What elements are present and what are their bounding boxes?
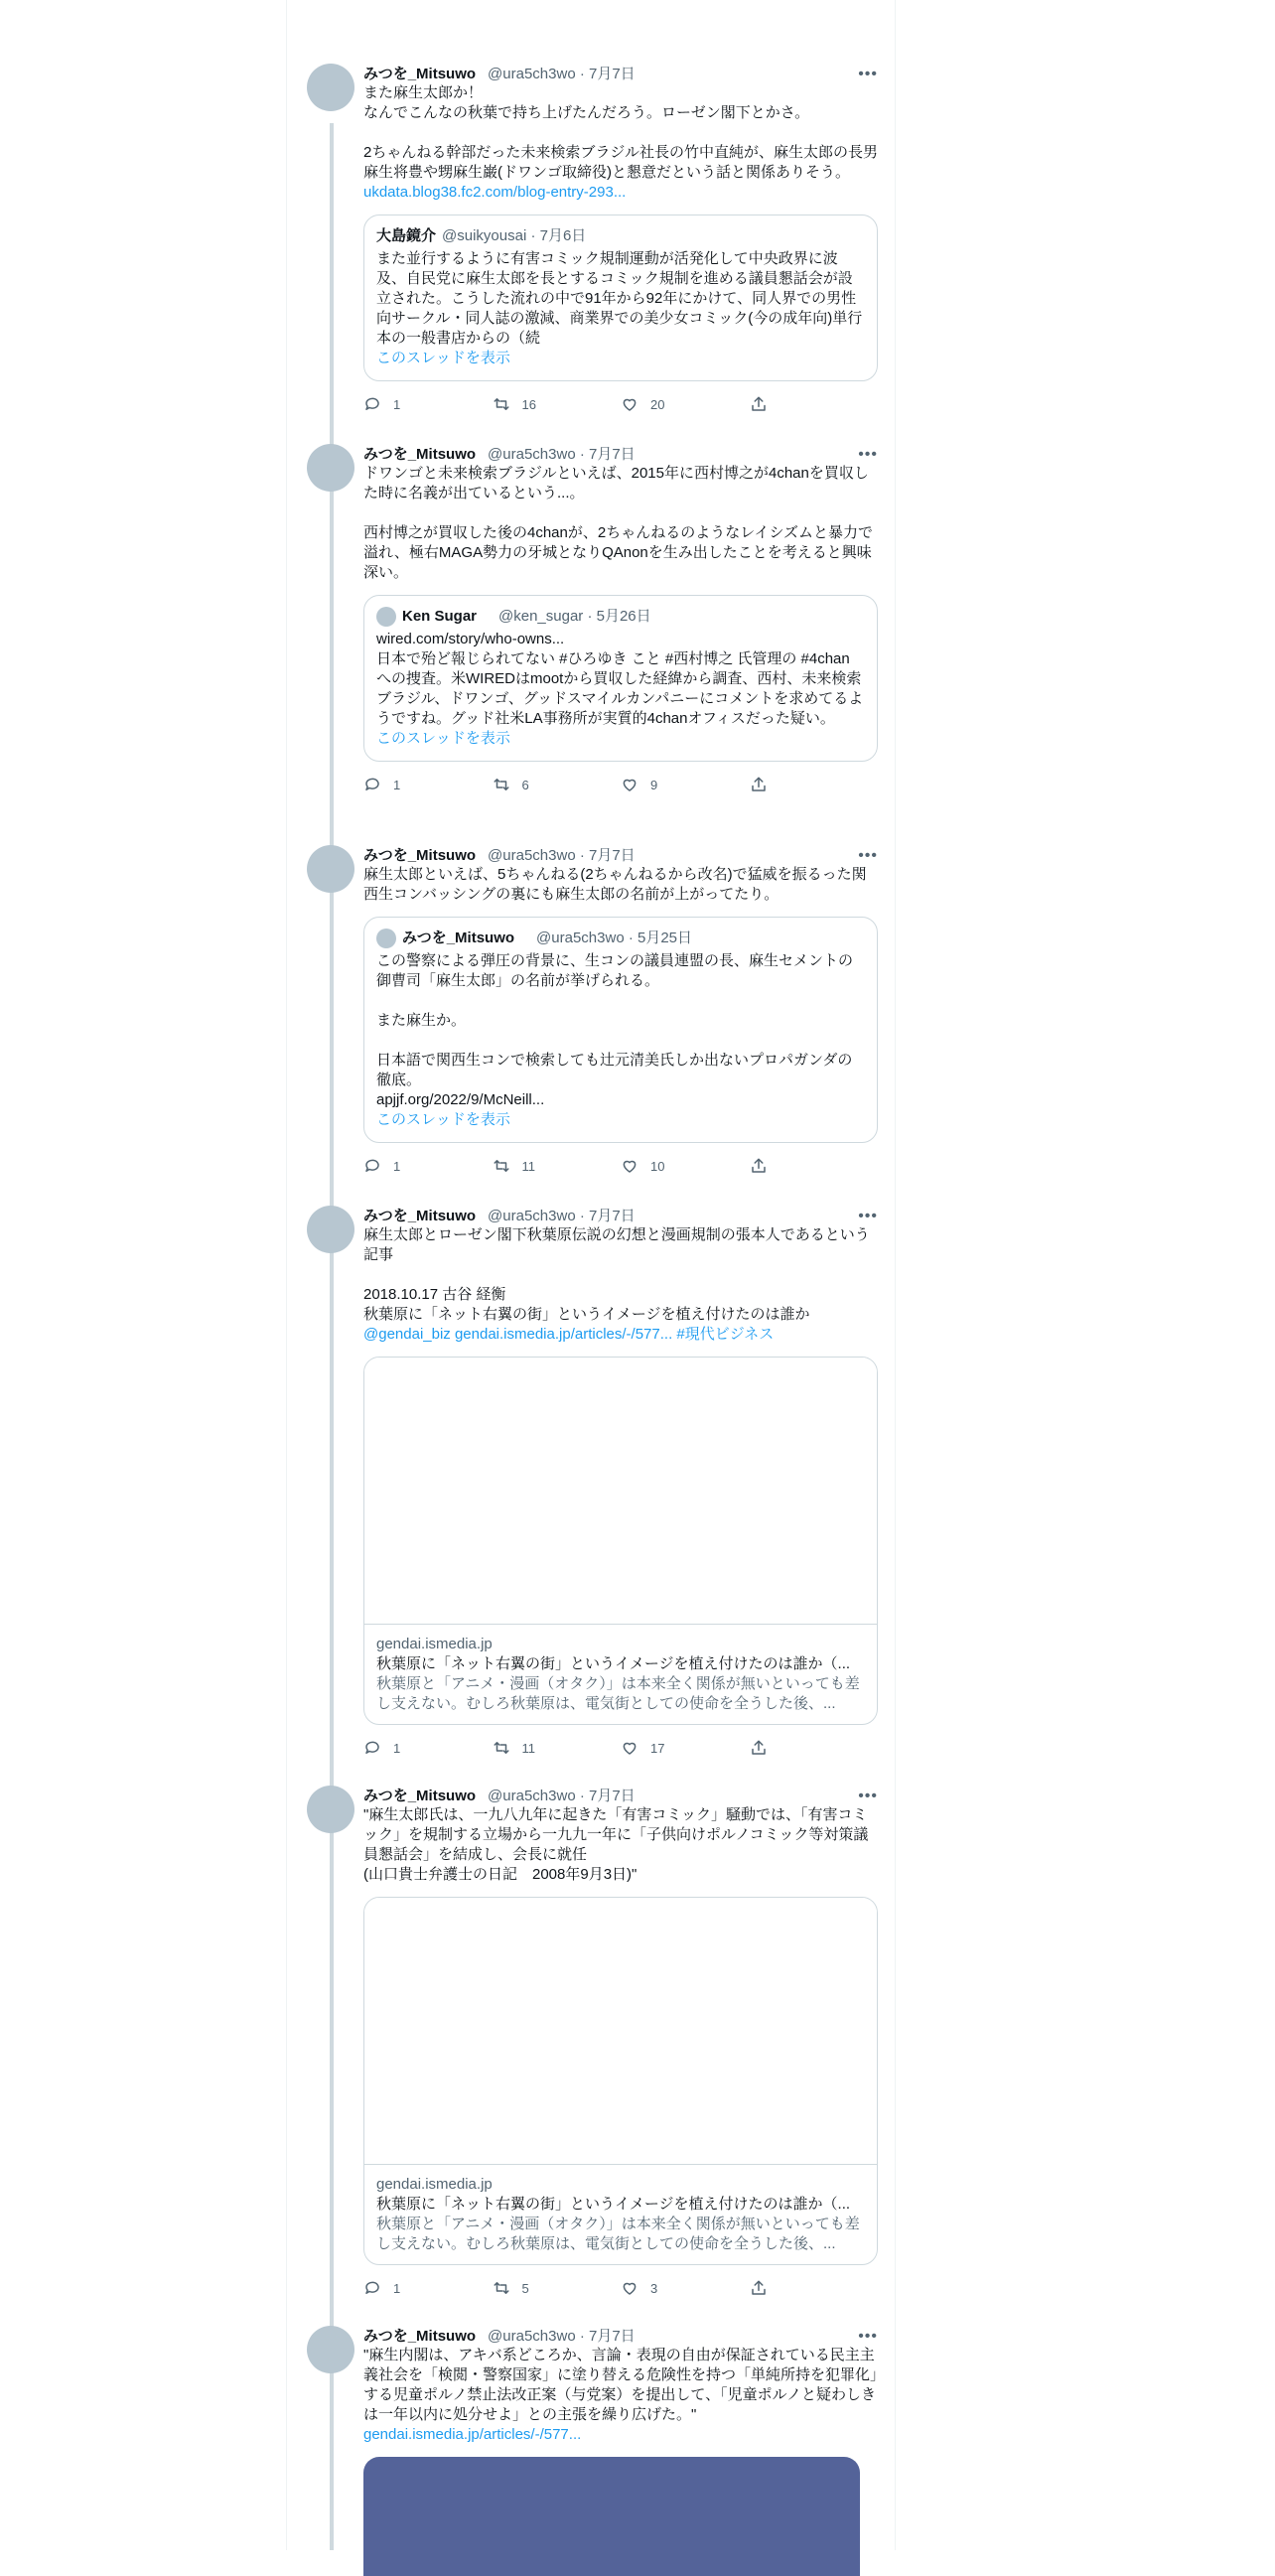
tweet-header [363,2326,878,2348]
more-icon[interactable]: ••• [858,1788,878,1804]
reply-icon [363,2279,381,2297]
quote-text: wired.com/story/who-owns... 日本で殆ど報じられてない #ひろゆき こと #西村博之 氏管理の #4chan への捜査。米WIREDはmootから買収した経緯から調査、西村、未来検索ブラジル、ドワンゴ、グッドスマイルカンパニーにコメントを求めてるようですね。グッド社米LA事務所が実質的4chanオフィスだった疑い。 [376,631,864,727]
share-icon [750,2279,768,2297]
tweet-actions [363,774,878,795]
quote-text: この警察による弾圧の背景に、生コンの議員連盟の長、麻生セメントの御曹司「麻生太郎」の名前が挙げられる。 また麻生か。 日本語で関西生コンで検索しても辻元清美氏しか出ないプロパガンダの徹底。 apjjf.org/2022/9/McNeill... [376,952,854,1108]
share-icon [750,1157,768,1175]
retweet-button[interactable] [493,1157,622,1175]
retweet-icon [493,1157,510,1175]
quote-user-handle: @ura5ch3wo · 5月25日 [536,930,693,946]
reply-count: 1 [393,396,401,412]
more-icon[interactable]: ••• [858,66,878,82]
card-description: 秋葉原と「アニメ・漫画（オタク）」は本来全く関係が無いといっても差し支えない。むしろ秋葉原は、電気街としての使命を全うした後、... [376,1675,860,1712]
user-handle[interactable]: @ura5ch3wo · 7月7日 [488,446,636,463]
quote-tweet[interactable] [363,215,878,381]
user-handle[interactable]: @ura5ch3wo · 7月7日 [488,2328,636,2345]
user-name[interactable]: みつを_Mitsuwo [363,66,477,82]
like-count: 17 [650,1740,665,1756]
tweet-link[interactable]: ukdata.blog38.fc2.com/blog-entry-293... [363,184,627,201]
like-button[interactable] [621,2279,750,2297]
tweet-actions [363,1155,878,1177]
like-count: 3 [650,2280,658,2296]
share-button[interactable] [750,2279,879,2297]
show-thread-link[interactable]: このスレッドを表示 [376,1111,510,1128]
media-image[interactable] [363,2457,860,2576]
reply-button[interactable] [363,2279,493,2297]
reply-button[interactable] [363,1739,493,1757]
like-icon [621,395,638,413]
retweet-icon [493,395,510,413]
avatar[interactable] [307,64,354,111]
like-icon [621,1739,638,1757]
like-button[interactable] [621,395,750,413]
quote-user-name: みつを_Mitsuwo [402,930,515,946]
reply-icon [363,1739,381,1757]
reply-count: 1 [393,1740,401,1756]
retweet-button[interactable] [493,2279,622,2297]
share-button[interactable] [750,1157,879,1175]
quote-tweet[interactable] [363,917,878,1143]
show-thread-link[interactable]: このスレッドを表示 [376,730,510,747]
retweet-icon [493,2279,510,2297]
card-description: 秋葉原と「アニメ・漫画（オタク）」は本来全く関係が無いといっても差し支えない。むしろ秋葉原は、電気街としての使命を全うした後、... [376,2216,860,2252]
tweet-header [363,444,878,466]
retweet-count: 16 [521,396,536,412]
quote-user-handle: @suikyousai · 7月6日 [442,227,587,244]
quote-text: また並行するように有害コミック規制運動が活発化して中央政界に波及、自民党に麻生太郎を長とするコミック規制を進める議員懇話会が設立された。こうした流れの中で91年から92年にかけて、同人界での男性向サークル・同人誌の激減、商業界での美少女コミック(今の成年向)単行本の一般書店からの（続 [376,250,863,347]
reply-count: 1 [393,777,401,792]
share-button[interactable] [750,395,879,413]
reply-button[interactable] [363,395,493,413]
tweet-text: ドワンゴと未来検索ブラジルといえば、2015年に西村博之が4chanを買収した時に名義が出ているという...。 西村博之が買収した後の4chanが、2ちゃんねるのようなレイシズムと暴力で溢れ、極右MAGA勢力の牙城となりQAnonを生み出したことを考えると興味深い。 [363,465,874,581]
tweet-actions [363,393,878,415]
user-handle[interactable]: @ura5ch3wo · 7月7日 [488,66,636,82]
quote-tweet[interactable] [363,595,878,762]
retweet-count: 5 [521,2280,529,2296]
card-title: 秋葉原に「ネット右翼の街」というイメージを植え付けたのは誰か（... [376,2196,851,2213]
more-icon[interactable]: ••• [858,847,878,864]
tweet-text: "麻生内閣は、アキバ系どころか、言論・表現の自由が保証されている民主主義社会を「検閲・警察国家」に塗り替える危険性を持つ「単純所持を犯罪化」する児童ポルノ禁止法改正案（与党案）を提出して、「児童ポルノと疑わしきは一年以内に処分せよ」との主張を繰り広げた。" [363,2347,878,2423]
link-card[interactable] [363,1897,878,2265]
like-button[interactable] [621,776,750,793]
like-count: 10 [650,1158,665,1174]
avatar[interactable] [307,845,354,893]
tweet-header [363,1786,878,1807]
tweet-actions [363,1737,878,1759]
link-card[interactable] [363,1357,878,1725]
tweet-text: "麻生太郎氏は、一九八九年に起きた「有害コミック」騒動では、「有害コミック」を規制する立場から一九九一年に「子供向けポルノコミック等対策議員懇話会」を結成し、会長に就任 (山口貴士弁護士の日記 2008年9月3日)" [363,1806,869,1883]
user-handle[interactable]: @ura5ch3wo · 7月7日 [488,1788,636,1804]
retweet-count: 11 [521,1740,535,1756]
avatar[interactable] [307,1206,354,1253]
like-button[interactable] [621,1739,750,1757]
tweet-text: 麻生太郎とローゼン閣下秋葉原伝説の幻想と漫画規制の張本人であるという記事 2018.10.17 古谷 経衡 秋葉原に「ネット右翼の街」というイメージを植え付けたのは誰か [363,1226,870,1323]
more-icon[interactable]: ••• [858,446,878,463]
card-image[interactable] [364,1898,877,2165]
tweet-link[interactable]: @gendai_biz gendai.ismedia.jp/articles/-/577... #現代ビジネス [363,1326,775,1343]
retweet-icon [493,1739,510,1757]
reply-icon [363,776,381,793]
user-name[interactable]: みつを_Mitsuwo [363,847,477,864]
like-count: 9 [650,777,658,792]
retweet-button[interactable] [493,1739,622,1757]
reply-button[interactable] [363,776,493,793]
like-count: 20 [650,396,665,412]
share-icon [750,395,768,413]
user-name[interactable]: みつを_Mitsuwo [363,446,477,463]
tweet-link[interactable]: gendai.ismedia.jp/articles/-/577... [363,2426,582,2443]
share-button[interactable] [750,776,879,793]
user-name[interactable]: みつを_Mitsuwo [363,2328,477,2345]
retweet-button[interactable] [493,776,622,793]
more-icon[interactable]: ••• [858,1208,878,1224]
quote-avatar [376,607,396,627]
reply-button[interactable] [363,1157,493,1175]
reply-count: 1 [393,2280,401,2296]
card-domain: gendai.ismedia.jp [376,2176,493,2193]
tweet-text: 麻生太郎といえば、5ちゃんねる(2ちゃんねるから改名)で猛威を振るった関西生コンバッシングの裏にも麻生太郎の名前が上がってたり。 [363,866,867,903]
reply-icon [363,1157,381,1175]
retweet-count: 6 [521,777,529,792]
retweet-icon [493,776,510,793]
reply-count: 1 [393,1158,401,1174]
tweet-header [363,1206,878,1227]
like-icon [621,776,638,793]
quote-user-name: 大島鏡介 [376,227,437,244]
share-icon [750,776,768,793]
quote-avatar [376,929,396,948]
more-icon[interactable]: ••• [858,2328,878,2345]
tweet-header [363,64,878,85]
tweet-header [363,845,878,867]
share-button[interactable] [750,1739,879,1757]
tweet-actions [363,2277,878,2299]
tweet-text: また麻生太郎か！ なんでこんなの秋葉で持ち上げたんだろう。ローゼン閣下とかさ。 2ちゃんねる幹部だった未来検索ブラジル社長の竹中直純が、麻生太郎の長男麻生将豊や甥麻生巌(ドワンゴ取締役)と懇意だという話と関係ありそう。 [363,84,878,181]
retweet-count: 11 [521,1158,535,1174]
card-domain: gendai.ismedia.jp [376,1636,493,1652]
like-icon [621,2279,638,2297]
user-name[interactable]: みつを_Mitsuwo [363,1208,477,1224]
show-thread-link[interactable]: このスレッドを表示 [376,350,510,366]
avatar[interactable] [307,1786,354,1833]
user-handle[interactable]: @ura5ch3wo · 7月7日 [488,1208,636,1224]
quote-user-name: Ken Sugar [402,608,478,625]
avatar[interactable] [307,2326,354,2373]
card-title: 秋葉原に「ネット右翼の街」というイメージを植え付けたのは誰か（... [376,1655,851,1672]
share-icon [750,1739,768,1757]
reply-icon [363,395,381,413]
like-icon [621,1157,638,1175]
user-handle[interactable]: @ura5ch3wo · 7月7日 [488,847,636,864]
avatar[interactable] [307,444,354,492]
retweet-button[interactable] [493,395,622,413]
card-image[interactable] [364,1358,877,1625]
like-button[interactable] [621,1157,750,1175]
user-name[interactable]: みつを_Mitsuwo [363,1788,477,1804]
quote-user-handle: @ken_sugar · 5月26日 [498,608,651,625]
